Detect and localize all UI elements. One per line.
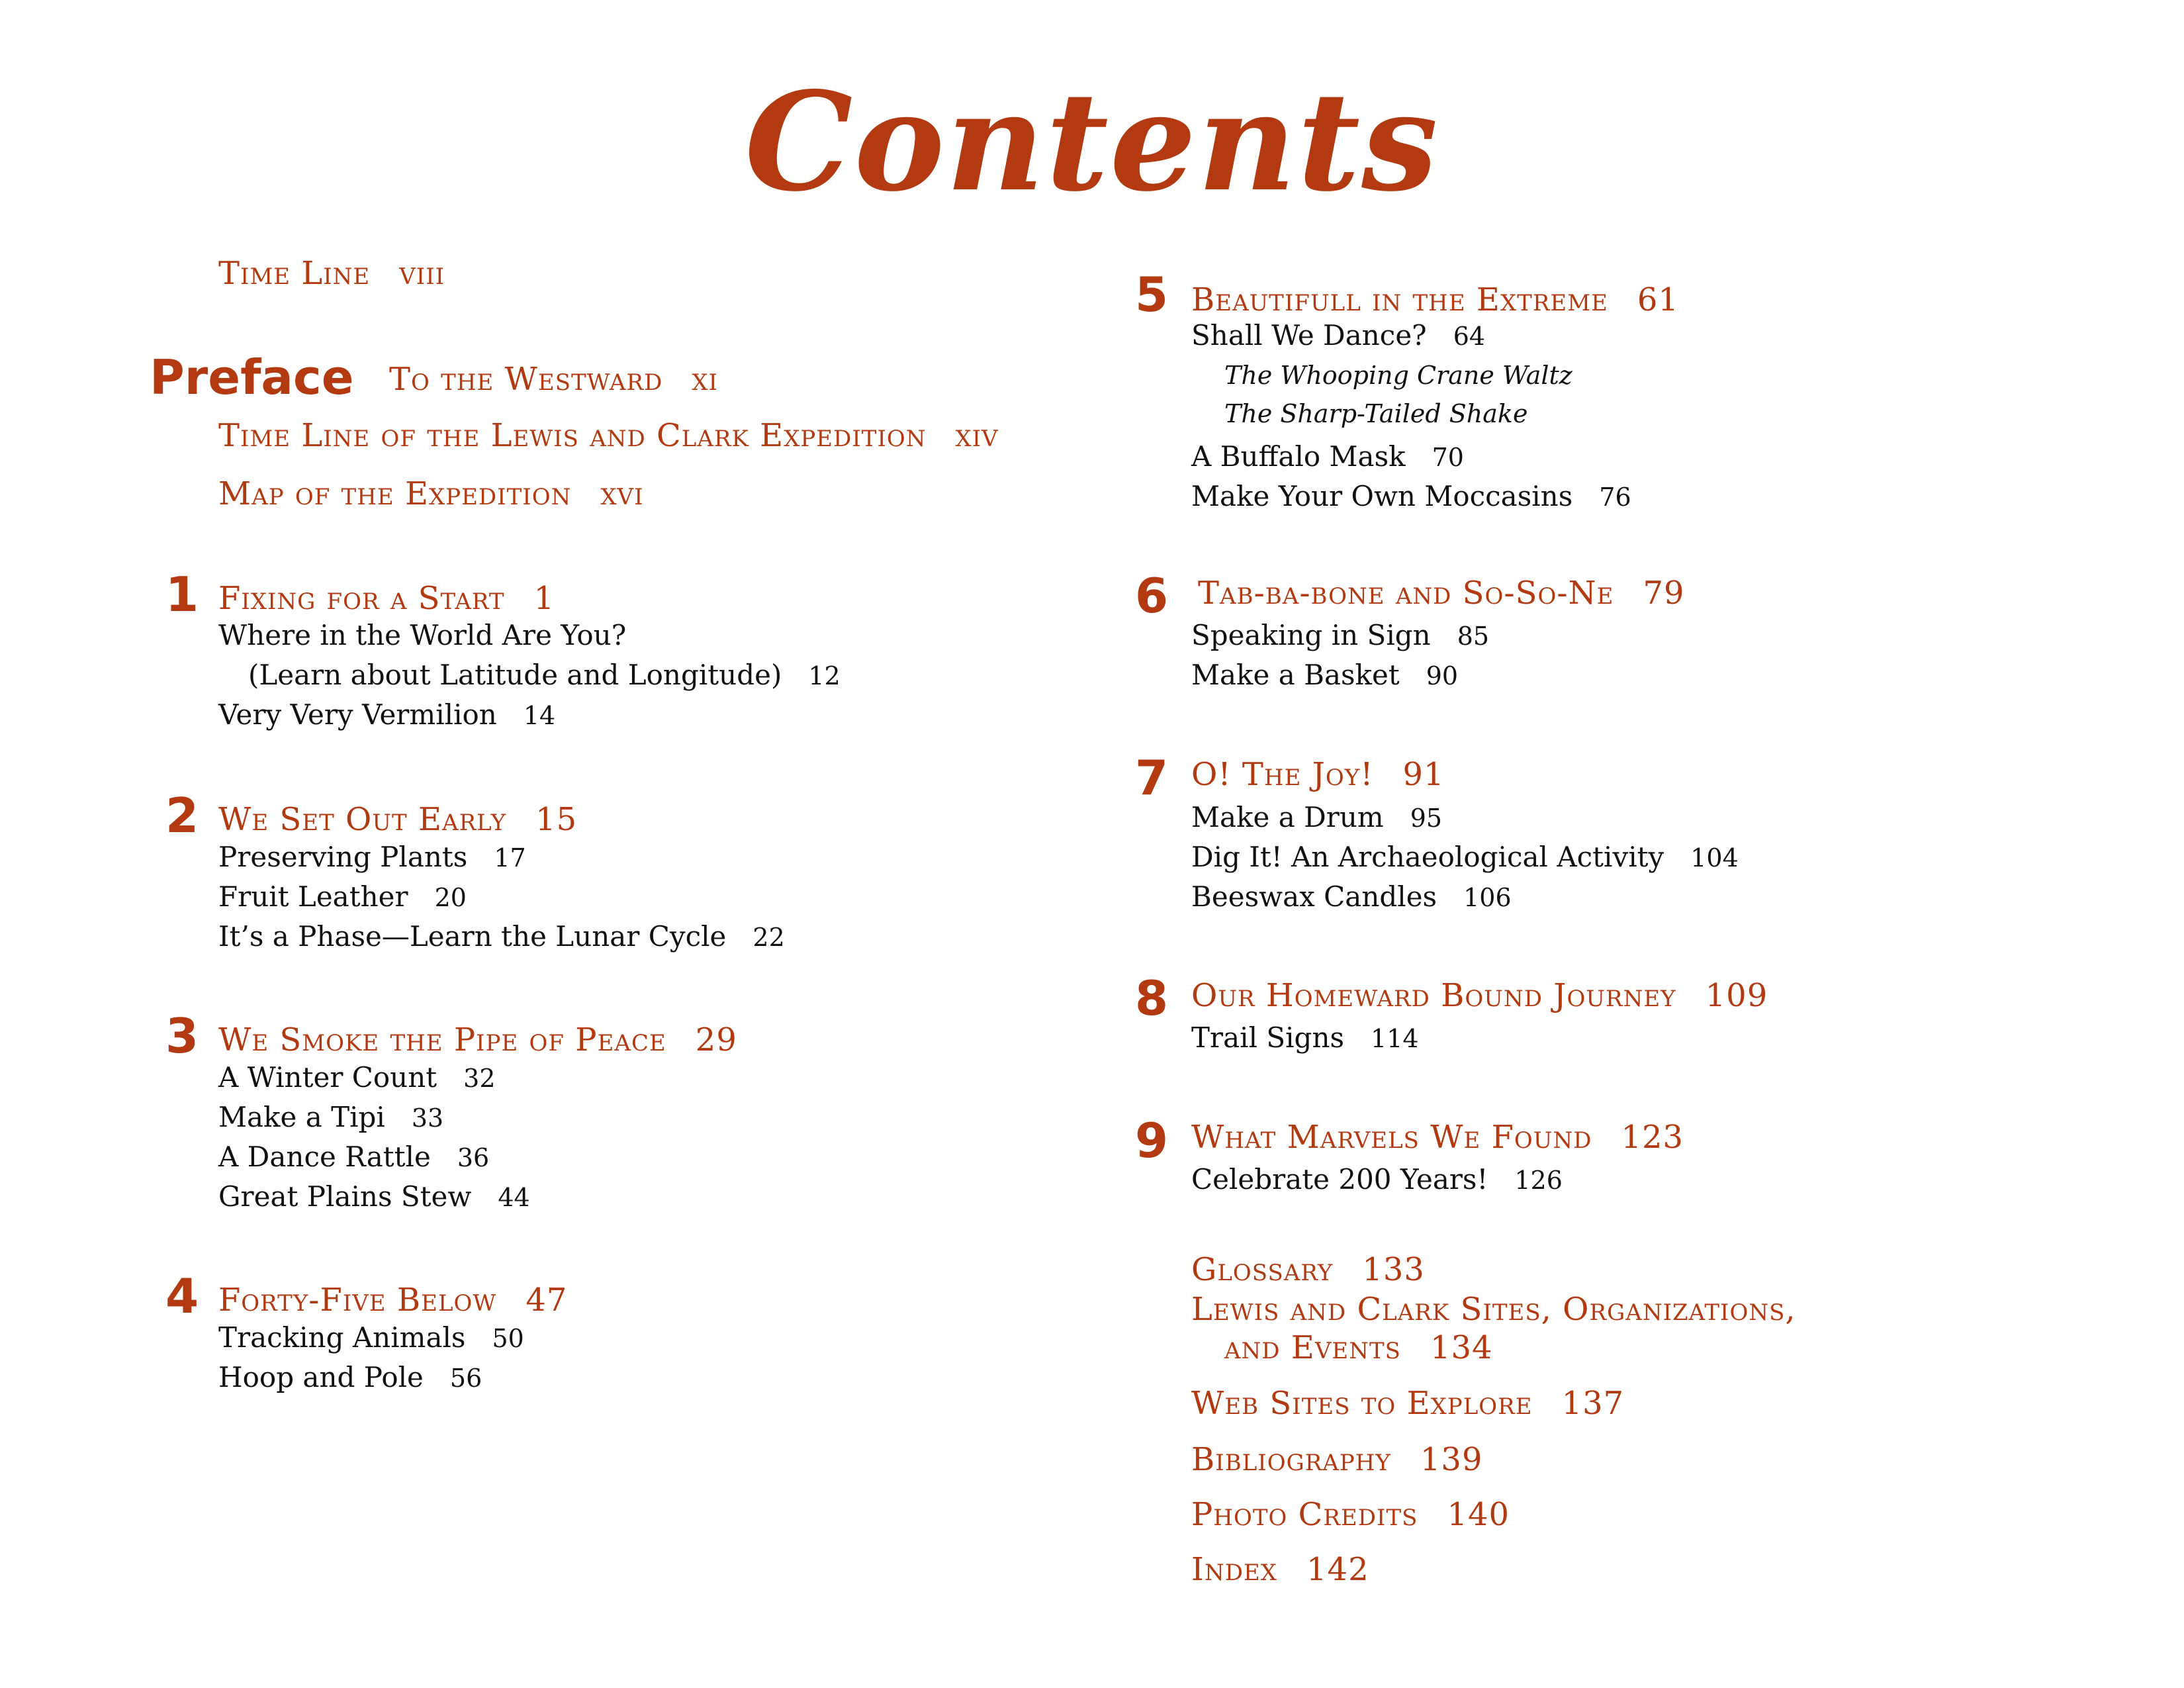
- toc-item[interactable]: [218, 1101, 443, 1133]
- toc-entry-bibliography[interactable]: [1191, 1441, 1482, 1478]
- entry-label: Index: [1191, 1551, 1277, 1588]
- entry-page: 95: [1410, 804, 1443, 833]
- toc-subitem[interactable]: [1224, 399, 1527, 428]
- entry-label: Make Your Own Moccasins: [1191, 480, 1573, 512]
- entry-label: To the Westward: [389, 361, 663, 398]
- entry-label: Speaking in Sign: [1191, 619, 1431, 651]
- entry-label: The Whooping Crane Waltz: [1224, 361, 1572, 390]
- preface-label: Preface: [150, 350, 354, 405]
- toc-item[interactable]: [218, 1061, 496, 1094]
- chapter-number: 9: [1135, 1113, 1169, 1168]
- entry-label: Bibliography: [1191, 1441, 1391, 1478]
- toc-subitem[interactable]: [1224, 361, 1572, 390]
- entry-label: Beeswax Candles: [1191, 880, 1437, 913]
- chapter-number: 7: [1135, 750, 1169, 806]
- chapter-number: 6: [1135, 568, 1169, 624]
- entry-label: Celebrate 200 Years!: [1191, 1163, 1488, 1196]
- chapter-title[interactable]: [1191, 756, 1445, 793]
- entry-label: Fixing for a Start: [218, 580, 505, 617]
- entry-page: 133: [1362, 1251, 1425, 1288]
- chapter-number: 1: [165, 567, 199, 622]
- entry-page: 90: [1426, 661, 1459, 690]
- entry-page: 64: [1453, 322, 1486, 351]
- entry-page: 44: [498, 1183, 530, 1212]
- entry-page: 106: [1463, 883, 1512, 912]
- entry-label: Lewis and Clark Sites, Organizations,: [1191, 1291, 1796, 1328]
- entry-page: 134: [1430, 1329, 1493, 1366]
- toc-item[interactable]: [218, 1180, 530, 1213]
- toc-item[interactable]: [218, 619, 626, 651]
- toc-item[interactable]: [1191, 659, 1458, 691]
- chapter-number: 5: [1135, 267, 1169, 322]
- chapter-number: 8: [1135, 970, 1169, 1026]
- entry-page: 137: [1561, 1385, 1625, 1422]
- toc-item[interactable]: [1191, 880, 1512, 913]
- toc-entry-time-line-expedition[interactable]: [218, 417, 999, 454]
- entry-page: 12: [808, 661, 841, 690]
- entry-page: 109: [1705, 977, 1768, 1014]
- chapter-title[interactable]: [1191, 977, 1768, 1014]
- entry-page: 91: [1402, 756, 1445, 793]
- entry-page: 22: [752, 923, 785, 952]
- entry-page: 20: [434, 883, 467, 912]
- entry-page: 79: [1643, 575, 1685, 612]
- toc-item[interactable]: [248, 659, 841, 691]
- entry-label: Very Very Vermilion: [218, 698, 497, 731]
- toc-item[interactable]: [1191, 440, 1464, 473]
- toc-entry-to-the-westward[interactable]: [389, 361, 718, 398]
- entry-label: We Set Out Early: [218, 801, 507, 838]
- toc-entry-map[interactable]: [218, 475, 644, 512]
- toc-item[interactable]: [1191, 480, 1631, 512]
- entry-label: Make a Drum: [1191, 801, 1384, 833]
- entry-label: Tracking Animals: [218, 1321, 466, 1354]
- entry-page: 70: [1432, 443, 1464, 472]
- chapter-number: 4: [165, 1268, 199, 1324]
- entry-label: (Learn about Latitude and Longitude): [248, 659, 782, 691]
- entry-label: It’s a Phase—Learn the Lunar Cycle: [218, 920, 727, 953]
- entry-label: Dig It! An Archaeological Activity: [1191, 841, 1664, 873]
- entry-page: 50: [492, 1324, 524, 1353]
- entry-page: 1: [533, 580, 555, 617]
- entry-label: O! The Joy!: [1191, 756, 1374, 793]
- entry-page: 140: [1447, 1496, 1510, 1533]
- toc-entry-photo-credits[interactable]: [1191, 1496, 1510, 1533]
- entry-label: Make a Tipi: [218, 1101, 385, 1133]
- entry-page: 47: [525, 1282, 568, 1319]
- entry-page: 61: [1637, 281, 1679, 318]
- page-title: Contents: [745, 63, 1439, 222]
- entry-label: Our Homeward Bound Journey: [1191, 977, 1676, 1014]
- entry-page: 32: [463, 1064, 496, 1093]
- toc-item[interactable]: [218, 920, 785, 953]
- toc-entry-sites-cont[interactable]: [1224, 1329, 1493, 1366]
- entry-label: A Buffalo Mask: [1191, 440, 1406, 473]
- chapter-number: 3: [165, 1008, 199, 1064]
- chapter-title[interactable]: [218, 801, 577, 838]
- entry-label: Beautifull in the Extreme: [1191, 281, 1608, 318]
- entry-page: xvi: [600, 475, 644, 512]
- entry-label: Tab-ba-bone and So-So-Ne: [1198, 575, 1614, 612]
- entry-page: 142: [1306, 1551, 1369, 1588]
- toc-entry-glossary[interactable]: [1191, 1251, 1425, 1288]
- entry-page: 14: [523, 701, 556, 730]
- toc-item[interactable]: [1191, 1163, 1563, 1196]
- entry-label: and Events: [1224, 1329, 1401, 1366]
- entry-page: 29: [695, 1021, 737, 1058]
- entry-page: xiv: [955, 417, 999, 454]
- entry-label: Time Line: [218, 255, 371, 292]
- entry-label: Map of the Expedition: [218, 475, 572, 512]
- entry-page: 114: [1371, 1024, 1419, 1053]
- toc-item[interactable]: [218, 880, 467, 913]
- entry-label: Web Sites to Explore: [1191, 1385, 1533, 1422]
- entry-page: 85: [1457, 622, 1490, 651]
- entry-label: Time Line of the Lewis and Clark Expedition: [218, 417, 927, 454]
- entry-page: 123: [1621, 1119, 1684, 1156]
- toc-item[interactable]: [218, 1141, 489, 1173]
- entry-page: viii: [399, 255, 445, 292]
- entry-page: 15: [535, 801, 578, 838]
- entry-page: 33: [411, 1103, 444, 1133]
- entry-label: Hoop and Pole: [218, 1361, 424, 1393]
- chapter-title[interactable]: [218, 1021, 737, 1058]
- entry-page: 139: [1420, 1441, 1483, 1478]
- entry-page: 104: [1690, 843, 1739, 872]
- entry-label: Make a Basket: [1191, 659, 1400, 691]
- toc-item[interactable]: [218, 841, 526, 873]
- entry-label: We Smoke the Pipe of Peace: [218, 1021, 666, 1058]
- entry-label: The Sharp-Tailed Shake: [1224, 399, 1528, 428]
- toc-item[interactable]: [218, 698, 555, 731]
- toc-entry-time-line[interactable]: [218, 255, 445, 292]
- toc-item[interactable]: [1191, 319, 1485, 352]
- entry-label: A Winter Count: [218, 1061, 437, 1094]
- entry-page: xi: [692, 361, 718, 398]
- chapter-title[interactable]: [1198, 575, 1685, 612]
- entry-label: Great Plains Stew: [218, 1180, 472, 1213]
- entry-label: Trail Signs: [1191, 1021, 1345, 1054]
- entry-label: A Dance Rattle: [218, 1141, 431, 1173]
- toc-item[interactable]: [1191, 841, 1739, 873]
- chapter-title[interactable]: [218, 1282, 567, 1319]
- toc-item[interactable]: [218, 1321, 524, 1354]
- entry-page: 56: [449, 1364, 482, 1393]
- toc-item[interactable]: [1191, 619, 1489, 651]
- entry-label: Shall We Dance?: [1191, 319, 1427, 352]
- chapter-number: 2: [165, 788, 199, 843]
- toc-item[interactable]: [1191, 1021, 1419, 1054]
- toc-entry-web-sites[interactable]: [1191, 1385, 1624, 1422]
- entry-page: 76: [1599, 483, 1631, 512]
- chapter-title[interactable]: [1191, 1119, 1684, 1156]
- entry-label: What Marvels We Found: [1191, 1119, 1592, 1156]
- toc-item[interactable]: [218, 1361, 482, 1393]
- entry-page: 126: [1514, 1166, 1563, 1195]
- entry-page: 36: [457, 1143, 490, 1172]
- chapter-title[interactable]: [1191, 281, 1679, 318]
- entry-label: Where in the World Are You?: [218, 619, 627, 651]
- toc-item[interactable]: [1191, 801, 1442, 833]
- toc-entry-index[interactable]: [1191, 1551, 1369, 1588]
- entry-label: Glossary: [1191, 1251, 1334, 1288]
- entry-page: 17: [494, 843, 526, 872]
- entry-label: Forty-Five Below: [218, 1282, 497, 1319]
- chapter-title[interactable]: [218, 580, 555, 617]
- entry-label: Photo Credits: [1191, 1496, 1418, 1533]
- entry-label: Fruit Leather: [218, 880, 408, 913]
- toc-entry-sites[interactable]: [1191, 1291, 1796, 1328]
- entry-label: Preserving Plants: [218, 841, 468, 873]
